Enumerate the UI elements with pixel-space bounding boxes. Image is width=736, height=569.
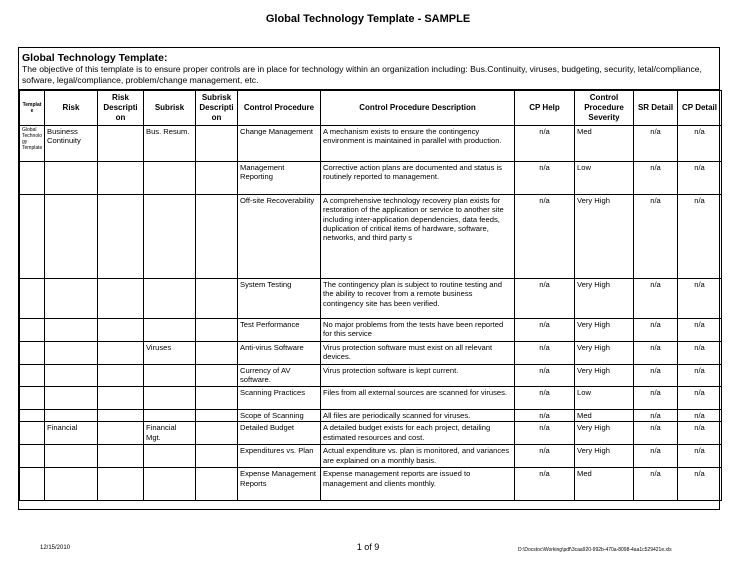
cell-subrisk bbox=[144, 445, 196, 468]
cell-control-procedure-severity: Low bbox=[575, 162, 634, 195]
cell-risk-description bbox=[98, 410, 144, 422]
cell-control-procedure-description: Expense management reports are issued to management and clients monthly. bbox=[321, 468, 515, 501]
table-row bbox=[20, 387, 722, 410]
cell-subrisk-description bbox=[196, 279, 238, 319]
page-title: Global Technology Template - SAMPLE bbox=[265, 13, 471, 25]
cell-cp-detail: n/a bbox=[678, 422, 722, 445]
cell-control-procedure-description: A mechanism exists to ensure the contingency environment is maintained in parallel with production. bbox=[321, 126, 515, 162]
cell-template: Global Technolo gy Template bbox=[20, 126, 45, 162]
cell-risk bbox=[45, 468, 98, 501]
cell-subrisk bbox=[144, 162, 196, 195]
cell-control-procedure: Test Performance bbox=[238, 319, 321, 342]
cell-template bbox=[20, 195, 45, 279]
table-body bbox=[20, 126, 722, 501]
table-row bbox=[20, 319, 722, 342]
cell-control-procedure-severity: Low bbox=[575, 387, 634, 410]
cell-control-procedure-severity: Very High bbox=[575, 279, 634, 319]
cell-risk: Financial bbox=[45, 422, 98, 445]
template-frame bbox=[18, 47, 720, 510]
cell-subrisk-description bbox=[196, 365, 238, 387]
cell-cp-help: n/a bbox=[515, 410, 575, 422]
cell-subrisk-description bbox=[196, 387, 238, 410]
cell-risk bbox=[45, 410, 98, 422]
cell-sr-detail: n/a bbox=[634, 445, 678, 468]
cell-control-procedure-description: All files are periodically scanned for viruses. bbox=[321, 410, 515, 422]
cell-control-procedure: Off-site Recoverability bbox=[238, 195, 321, 279]
cell-cp-detail: n/a bbox=[678, 319, 722, 342]
table-row bbox=[20, 195, 722, 279]
header-control-procedure-severity: Control Procedure Severity bbox=[575, 91, 634, 126]
cell-risk-description bbox=[98, 279, 144, 319]
cell-cp-help: n/a bbox=[515, 445, 575, 468]
cell-risk-description bbox=[98, 468, 144, 501]
cell-subrisk bbox=[144, 468, 196, 501]
cell-template bbox=[20, 445, 45, 468]
cell-cp-detail: n/a bbox=[678, 279, 722, 319]
cell-control-procedure-severity: Very High bbox=[575, 342, 634, 365]
cell-control-procedure-description: A detailed budget exists for each project, detailing estimated resources and cost. bbox=[321, 422, 515, 445]
cell-control-procedure-description: Virus protection software is kept current. bbox=[321, 365, 515, 387]
cell-risk-description bbox=[98, 342, 144, 365]
cell-cp-help: n/a bbox=[515, 387, 575, 410]
cell-risk-description bbox=[98, 162, 144, 195]
cell-control-procedure: Expense Management Reports bbox=[238, 468, 321, 501]
cell-cp-detail: n/a bbox=[678, 387, 722, 410]
cell-control-procedure-description: No major problems from the tests have been reported for this service bbox=[321, 319, 515, 342]
page-number: 1 of 9 bbox=[356, 542, 380, 552]
cell-cp-help: n/a bbox=[515, 468, 575, 501]
template-title: Global Technology Template: bbox=[22, 52, 168, 64]
cell-subrisk-description bbox=[196, 126, 238, 162]
cell-subrisk-description bbox=[196, 319, 238, 342]
footer-date: 12/15/2010 bbox=[40, 545, 71, 551]
footer-file-path: D:\Docstoc\Working\pdf\3caa920-992b-470a-8098-4aa1c529421e.xls bbox=[518, 547, 672, 553]
table-row bbox=[20, 162, 722, 195]
cell-sr-detail: n/a bbox=[634, 162, 678, 195]
table-row bbox=[20, 410, 722, 422]
cell-control-procedure-severity: Med bbox=[575, 410, 634, 422]
cell-template bbox=[20, 410, 45, 422]
cell-risk bbox=[45, 342, 98, 365]
cell-control-procedure: Change Management bbox=[238, 126, 321, 162]
cell-subrisk-description bbox=[196, 468, 238, 501]
cell-template bbox=[20, 342, 45, 365]
template-header bbox=[19, 48, 719, 90]
cell-cp-help: n/a bbox=[515, 365, 575, 387]
cell-control-procedure-description: Files from all external sources are scanned for viruses. bbox=[321, 387, 515, 410]
table-row bbox=[20, 468, 722, 501]
cell-control-procedure-severity: Very High bbox=[575, 195, 634, 279]
header-sr-detail: SR Detail bbox=[634, 91, 678, 126]
cell-control-procedure: System Testing bbox=[238, 279, 321, 319]
cell-risk bbox=[45, 195, 98, 279]
table-row bbox=[20, 279, 722, 319]
cell-subrisk bbox=[144, 319, 196, 342]
cell-cp-help: n/a bbox=[515, 422, 575, 445]
cell-cp-help: n/a bbox=[515, 279, 575, 319]
template-description: The objective of this template is to ensure proper controls are in place for technology within an organization including: Bus.Continuity, viruses, budgeting, security, letal/compliance, sofware, legal/compliance, problem/change management, etc. bbox=[22, 64, 702, 85]
cell-cp-detail: n/a bbox=[678, 126, 722, 162]
cell-template bbox=[20, 162, 45, 195]
cell-risk-description bbox=[98, 422, 144, 445]
cell-control-procedure: Detailed Budget bbox=[238, 422, 321, 445]
cell-control-procedure: Scope of Scanning bbox=[238, 410, 321, 422]
cell-control-procedure-severity: Very High bbox=[575, 319, 634, 342]
header-control-procedure: Control Procedure bbox=[238, 91, 321, 126]
cell-subrisk: Bus. Resum. bbox=[144, 126, 196, 162]
cell-control-procedure-severity: Med bbox=[575, 126, 634, 162]
cell-template bbox=[20, 468, 45, 501]
table-row bbox=[20, 126, 722, 162]
cell-subrisk: Viruses bbox=[144, 342, 196, 365]
cell-control-procedure-description: A comprehensive technology recovery plan exists for restoration of the application or service to another site including inter-application dependencies, data feeds, duplication of critical items of hardware, software, networks, and third party s bbox=[321, 195, 515, 279]
cell-control-procedure-severity: Med bbox=[575, 468, 634, 501]
cell-risk bbox=[45, 319, 98, 342]
header-subrisk-description: Subrisk Descripti on bbox=[196, 91, 238, 126]
table-header-row bbox=[20, 91, 722, 126]
cell-template bbox=[20, 279, 45, 319]
cell-sr-detail: n/a bbox=[634, 279, 678, 319]
cell-control-procedure-description: Virus protection software must exist on all relevant devices. bbox=[321, 342, 515, 365]
header-subrisk: Subrisk bbox=[144, 91, 196, 126]
cell-template bbox=[20, 365, 45, 387]
cell-sr-detail: n/a bbox=[634, 319, 678, 342]
cell-subrisk: Financial Mgt. bbox=[144, 422, 196, 445]
cell-risk bbox=[45, 365, 98, 387]
cell-sr-detail: n/a bbox=[634, 422, 678, 445]
table-row bbox=[20, 342, 722, 365]
header-template: Templat e bbox=[20, 91, 45, 126]
cell-cp-help: n/a bbox=[515, 195, 575, 279]
cell-template bbox=[20, 422, 45, 445]
cell-cp-detail: n/a bbox=[678, 468, 722, 501]
cell-risk bbox=[45, 162, 98, 195]
cell-cp-detail: n/a bbox=[678, 342, 722, 365]
table-row bbox=[20, 422, 722, 445]
cell-control-procedure-description: Actual expenditure vs. plan is monitored, and variances are explained on a monthly basis. bbox=[321, 445, 515, 468]
cell-control-procedure-severity: Very High bbox=[575, 422, 634, 445]
cell-control-procedure: Currency of AV software. bbox=[238, 365, 321, 387]
cell-cp-detail: n/a bbox=[678, 195, 722, 279]
table-row bbox=[20, 445, 722, 468]
cell-subrisk-description bbox=[196, 445, 238, 468]
cell-sr-detail: n/a bbox=[634, 195, 678, 279]
cell-sr-detail: n/a bbox=[634, 410, 678, 422]
cell-control-procedure-severity: Very High bbox=[575, 365, 634, 387]
cell-subrisk bbox=[144, 410, 196, 422]
controls-table bbox=[19, 90, 722, 501]
cell-subrisk-description bbox=[196, 195, 238, 279]
header-risk-description: Risk Descripti on bbox=[98, 91, 144, 126]
cell-subrisk bbox=[144, 365, 196, 387]
table-row bbox=[20, 365, 722, 387]
cell-risk-description bbox=[98, 445, 144, 468]
cell-risk-description bbox=[98, 319, 144, 342]
cell-cp-detail: n/a bbox=[678, 445, 722, 468]
cell-sr-detail: n/a bbox=[634, 342, 678, 365]
header-cp-help: CP Help bbox=[515, 91, 575, 126]
cell-subrisk-description bbox=[196, 162, 238, 195]
cell-sr-detail: n/a bbox=[634, 365, 678, 387]
cell-control-procedure-description: The contingency plan is subject to routine testing and the ability to recover from a remote business contingency site has been verified. bbox=[321, 279, 515, 319]
cell-cp-help: n/a bbox=[515, 342, 575, 365]
cell-cp-detail: n/a bbox=[678, 365, 722, 387]
cell-risk: Business Continuity bbox=[45, 126, 98, 162]
cell-cp-help: n/a bbox=[515, 319, 575, 342]
cell-template bbox=[20, 319, 45, 342]
cell-subrisk-description bbox=[196, 342, 238, 365]
cell-subrisk bbox=[144, 387, 196, 410]
cell-risk-description bbox=[98, 365, 144, 387]
cell-risk bbox=[45, 387, 98, 410]
cell-control-procedure-severity: Very High bbox=[575, 445, 634, 468]
cell-cp-help: n/a bbox=[515, 126, 575, 162]
cell-subrisk bbox=[144, 195, 196, 279]
cell-sr-detail: n/a bbox=[634, 126, 678, 162]
cell-control-procedure: Expenditures vs. Plan bbox=[238, 445, 321, 468]
cell-sr-detail: n/a bbox=[634, 468, 678, 501]
cell-subrisk-description bbox=[196, 410, 238, 422]
cell-subrisk bbox=[144, 279, 196, 319]
cell-risk bbox=[45, 445, 98, 468]
cell-control-procedure: Management Reporting bbox=[238, 162, 321, 195]
cell-control-procedure: Scanning Practices bbox=[238, 387, 321, 410]
cell-cp-help: n/a bbox=[515, 162, 575, 195]
cell-risk bbox=[45, 279, 98, 319]
header-control-procedure-description: Control Procedure Description bbox=[321, 91, 515, 126]
cell-risk-description bbox=[98, 195, 144, 279]
cell-control-procedure-description: Corrective action plans are documented and status is routinely reported to management. bbox=[321, 162, 515, 195]
cell-risk-description bbox=[98, 387, 144, 410]
header-cp-detail: CP Detail bbox=[678, 91, 722, 126]
cell-control-procedure: Anti-virus Software bbox=[238, 342, 321, 365]
cell-sr-detail: n/a bbox=[634, 387, 678, 410]
cell-risk-description bbox=[98, 126, 144, 162]
cell-template bbox=[20, 387, 45, 410]
cell-subrisk-description bbox=[196, 422, 238, 445]
header-risk: Risk bbox=[45, 91, 98, 126]
cell-cp-detail: n/a bbox=[678, 410, 722, 422]
cell-cp-detail: n/a bbox=[678, 162, 722, 195]
